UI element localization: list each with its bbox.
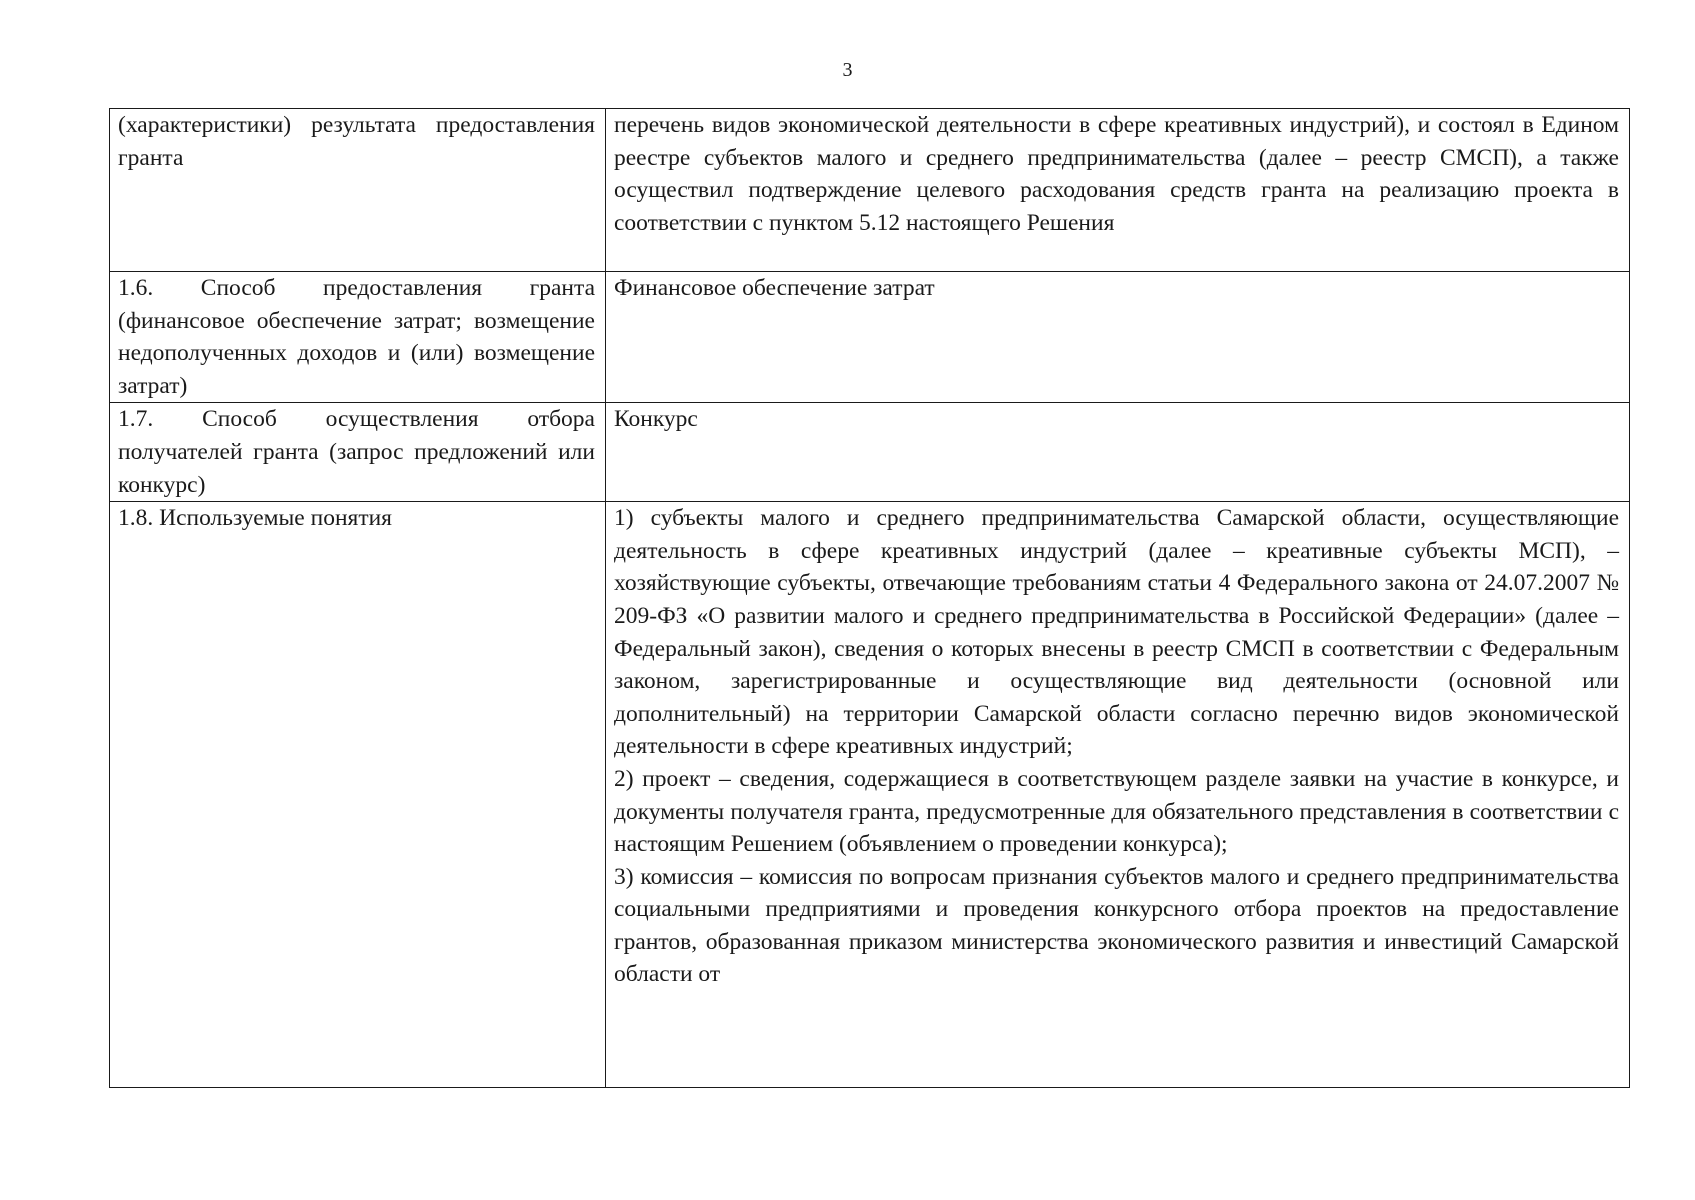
table-row [110,403,1630,502]
table-row [110,272,1630,403]
value-paragraph: 1) субъекты малого и среднего предпринимательства Самарской области, осуществляющие деятельность в сфере креативных индустрий (далее – креативные субъекты МСП), – хозяйствующие субъекты, отвечающие требованиям статьи 4 Федерального закона от 24.07.2007 № 209-ФЗ «О развитии малого и среднего предпринимательства в Российской Федерации» (далее – Федеральный закон), сведения о которых внесены в реестр СМСП в соответствии с Федеральным законом, зарегистрированные и осуществляющие вид деятельности (основной или дополнительный) на территории Самарской области согласно перечню видов экономической деятельности в сфере креативных индустрий; [614,505,1619,760]
table-row [110,502,1630,1088]
value-paragraph: Финансовое обеспечение затрат [614,275,935,301]
document-table [109,108,1630,1088]
value-paragraph: Конкурс [614,406,698,433]
term-cell: (характеристики) результата предоставления гранта [110,109,606,272]
value-cell [606,109,1630,272]
term-cell: 1.7. Способ осуществления отбора получателей гранта (запрос предложений или конкурс) [110,403,606,502]
value-cell [606,502,1630,1088]
table-row [110,109,1630,272]
term-cell: 1.6. Способ предоставления гранта (финансовое обеспечение затрат; возмещение недополученных доходов и (или) возмещение затрат) [110,272,606,403]
term-cell: 1.8. Используемые понятия [110,502,606,1088]
page-number: 3 [842,59,853,81]
value-paragraph: 3) комиссия – комиссия по вопросам признания субъектов малого и среднего предпринимательства социальными предприятиями и проведения конкурсного отбора проектов на предоставление грантов, образованная приказом министерства экономического развития и инвестиций Самарской области от [614,863,1619,988]
value-paragraph: перечень видов экономической деятельности в сфере креативных индустрий), и состоял в Едином реестре субъектов малого и среднего предпринимательства (далее – реестр СМСП), а также осуществил подтверждение целевого расходования средств гранта на реализацию проекта в соответствии с пунктом 5.12 настоящего Решения [614,112,1619,236]
value-paragraph: 2) проект – сведения, содержащиеся в соответствующем разделе заявки на участие в конкурсе, и документы получателя гранта, предусмотренные для обязательного представления в соответствии с настоящим Решением (объявлением о проведении конкурса); [614,765,1619,858]
value-cell [606,403,1630,502]
value-cell [606,272,1630,403]
